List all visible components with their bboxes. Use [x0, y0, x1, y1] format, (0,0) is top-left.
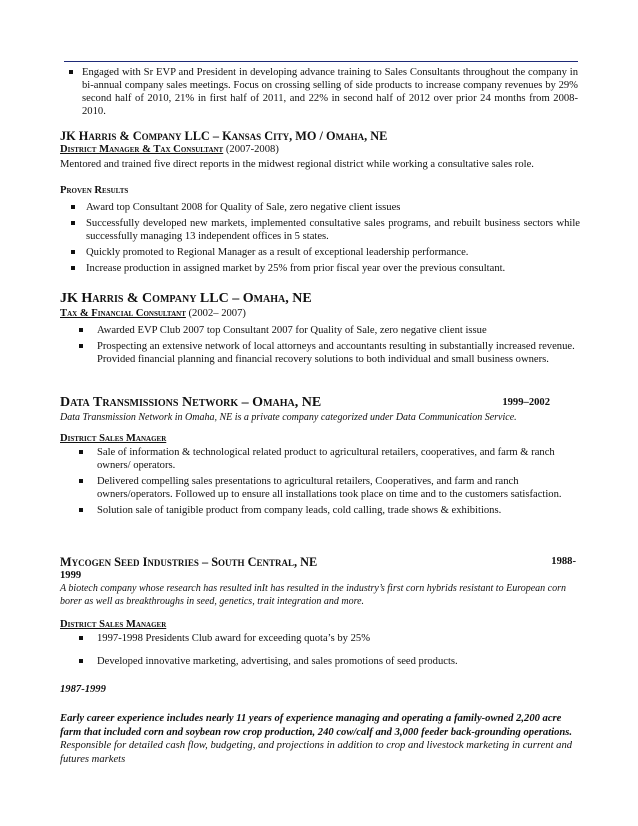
job-mycogen	[60, 555, 580, 671]
job-title-line	[60, 143, 580, 156]
company-row	[60, 555, 580, 569]
bullet-text: Developed innovative marketing, advertising, and sales promotions of seed products.	[97, 656, 458, 667]
bullet-icon	[79, 636, 83, 640]
bullet-icon	[79, 344, 83, 348]
list-item	[60, 324, 580, 337]
early-description	[60, 712, 580, 766]
bullet-icon	[71, 266, 75, 270]
bullet-text: Engaged with Sr EVP and President in developing advance training to Sales Consultants throughout the company in bi-annual company sales meetings. Focus on crossing selling of side products to increase company revenues by 29% second half of 2010, 21% in first half of 2011, and 22% in second half of 2012 over prior 24 months from 2008-2010.	[82, 67, 578, 117]
company-heading: Data Transmissions Network – Omaha, NE	[60, 395, 322, 410]
bullet-text: Quickly promoted to Regional Manager as a result of exceptional leadership performance.	[86, 247, 469, 258]
early-years: 1987-1999	[60, 684, 106, 695]
job-dates: (2002– 2007)	[188, 308, 246, 319]
bullet-text: Increase production in assigned market by 25% from prior fiscal year over the previous consultant.	[86, 263, 506, 274]
bullet-text: 1997-1998 Presidents Club award for exceeding quota’s by 25%	[97, 633, 371, 644]
company-years: 1988-	[551, 556, 576, 567]
list-item	[60, 66, 580, 118]
bullet-icon	[79, 450, 83, 454]
bullet-text: Successfully developed new markets, implemented consultative sales programs, and rebuilt business sectors while successfully managing 13 independent offices in 5 states.	[86, 218, 580, 242]
job-title: District Sales Manager	[60, 619, 167, 630]
bullet-icon	[79, 328, 83, 332]
list-item	[60, 201, 580, 214]
bullet-icon	[79, 508, 83, 512]
list-item	[60, 217, 580, 243]
job-data-transmission	[60, 395, 580, 520]
bullet-text: Solution sale of tanigible product from company leads, cold calling, trade shows & exhibitions.	[97, 505, 502, 516]
duties-list	[60, 632, 580, 668]
job-title: Tax & Financial Consultant	[60, 308, 186, 319]
company-description: Data Transmission Network in Omaha, NE is a private company categorized under Data Communication Service.	[60, 412, 517, 423]
results-list	[60, 201, 580, 275]
results-heading: Proven Results	[60, 185, 129, 196]
bullet-text: Awarded EVP Club 2007 top Consultant 2007 for Quality of Sale, zero negative client issue	[97, 325, 487, 336]
company-heading: JK Harris & Company LLC – Omaha, NE	[60, 291, 312, 306]
company-heading: Mycogen Seed Industries – South Central, NE	[60, 555, 318, 569]
list-item	[60, 262, 580, 275]
bullet-icon	[69, 70, 73, 74]
header-rule	[64, 61, 578, 62]
company-description: A biotech company whose research has resulted inIt has resulted in the industry’s first corn hybrids resistant to European corn borer as well as breakthroughs in seed, genetics, trait integration and more.	[60, 583, 566, 607]
intro-section	[60, 66, 580, 121]
company-heading: JK Harris & Company LLC – Kansas City, MO / Omaha, NE	[60, 129, 388, 143]
job-title: District Sales Manager	[60, 433, 167, 444]
job-kansas-city	[60, 130, 580, 278]
bullet-text: Prospecting an extensive network of local attorneys and accountants resulting in substantially increased revenue. Provided financial planning and financial recovery solutions to both individual and small business owners.	[97, 341, 575, 365]
list-item	[60, 632, 580, 645]
company-years-end: 1999	[60, 570, 82, 581]
company-years: 1999–2002	[502, 397, 550, 408]
bullet-icon	[71, 250, 75, 254]
job-title-line	[60, 307, 580, 320]
list-item	[60, 446, 580, 472]
job-dates: (2007-2008)	[225, 144, 279, 155]
bullet-text: Delivered compelling sales presentations to agricultural retailers, Cooperatives, and farm and ranch owners/operators. Followed up to ensure all installations took place on time and to the customers satisfaction.	[97, 476, 562, 500]
job-omaha	[60, 291, 580, 369]
bullet-icon	[71, 221, 75, 225]
early-career	[60, 683, 580, 766]
bullet-text: Award top Consultant 2008 for Quality of Sale, zero negative client issues	[86, 202, 401, 213]
early-bold-text: Early career experience includes nearly 11 years of experience managing and operating a family-owned 2,200 acre farm that included corn and soybean row crop production, 240 cow/calf and 3,000 feeder back-grounding operations.	[60, 713, 573, 738]
bullet-icon	[79, 659, 83, 663]
duties-list	[60, 324, 580, 366]
duties-list	[60, 446, 580, 517]
company-row	[60, 395, 580, 411]
list-item	[60, 504, 580, 517]
list-item	[60, 340, 580, 366]
early-italic-text: Responsible for detailed cash flow, budgeting, and projections in addition to crop and livestock marketing in current and futures markets	[60, 740, 573, 765]
bullet-icon	[79, 479, 83, 483]
bullet-text: Sale of information & technological related product to agricultural retailers, cooperatives, and farm & ranch owners/ operators.	[97, 447, 555, 471]
job-title: District Manager & Tax Consultant	[60, 144, 224, 155]
list-item	[60, 475, 580, 501]
bullet-icon	[71, 205, 75, 209]
list-item	[60, 655, 580, 668]
job-summary: Mentored and trained five direct reports in the midwest regional district while working a consultative sales role.	[60, 159, 534, 170]
list-item	[60, 246, 580, 259]
